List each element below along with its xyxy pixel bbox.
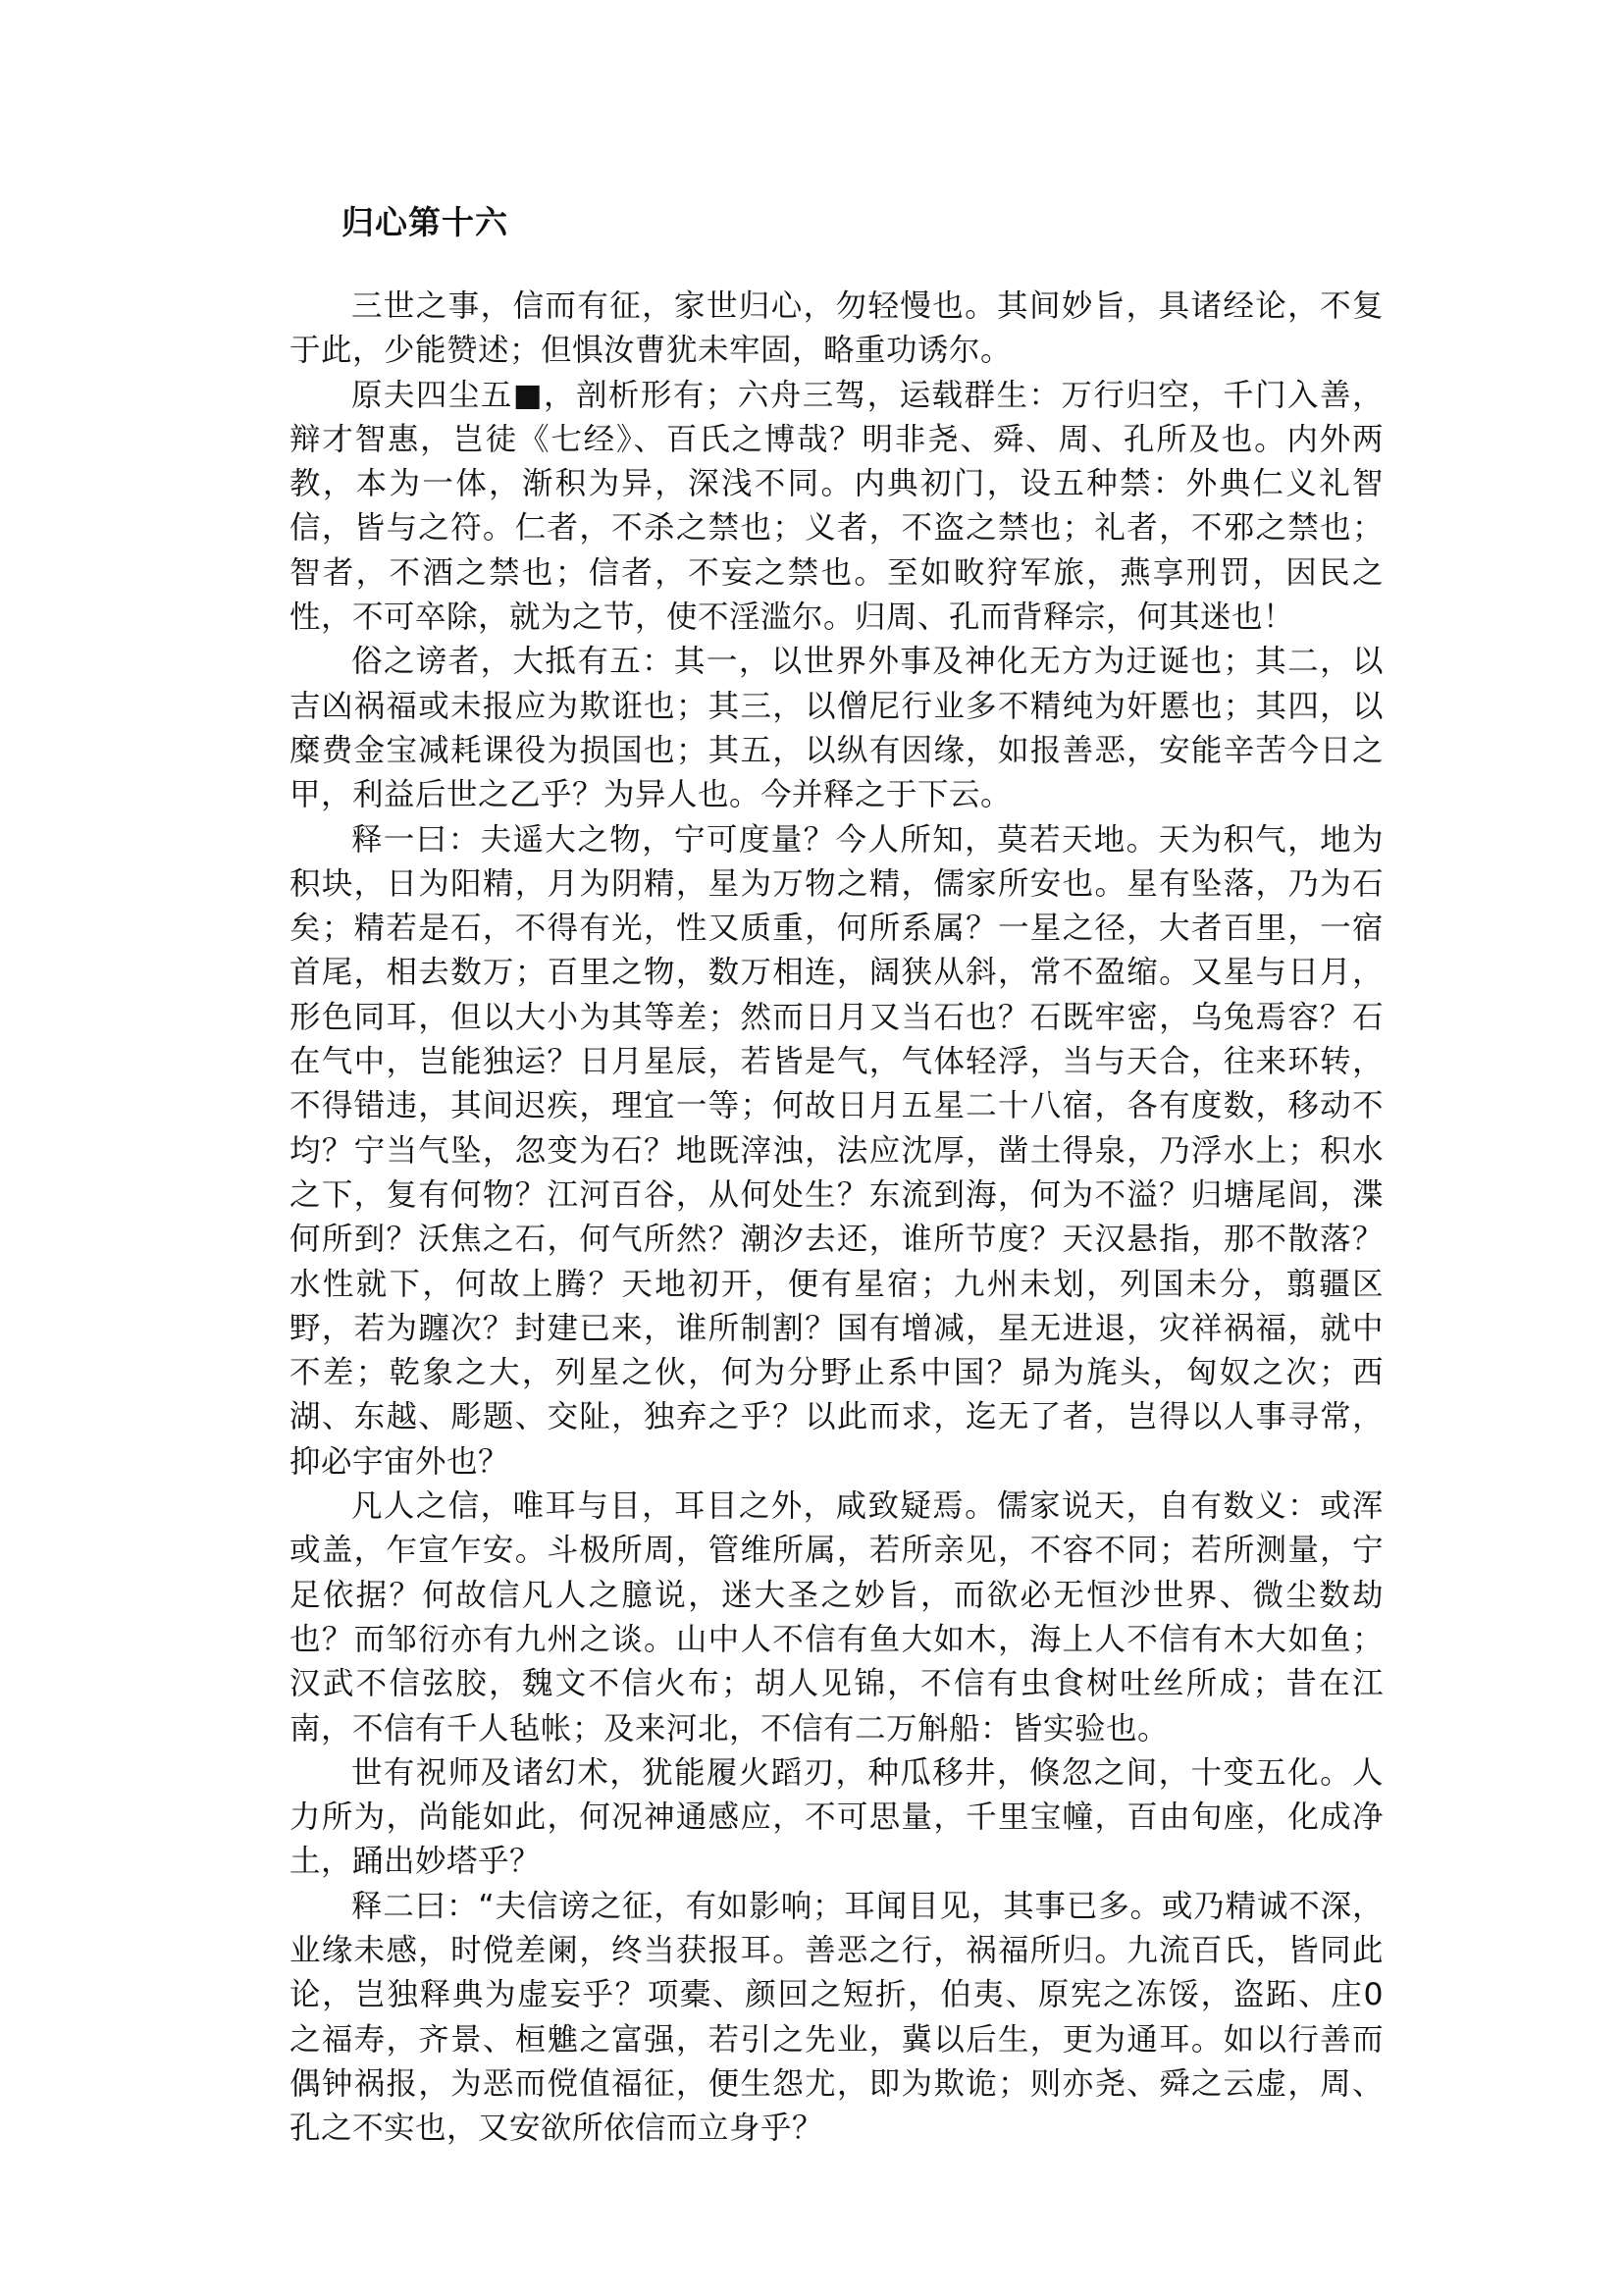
paragraph: 世有祝师及诸幻术，犹能履火蹈刃，种瓜移井，倏忽之间，十变五化。人力所为，尚能如此，何况神通感应，不可思量，千里宝幢，百由旬座，化成净土，踊出妙塔乎？ — [289, 1754, 1384, 1880]
paragraph: 俗之谤者，大抵有五：其一，以世界外事及神化无方为迂诞也；其二，以吉凶祸福或未报应为欺诳也；其三，以僧尼行业多不精纯为奸慝也；其四，以糜费金宝减耗课役为损国也；其五，以纵有因缘，如报善恶，安能辛苦今日之甲，利益后世之乙乎？为异人也。今并释之于下云。 — [289, 644, 1384, 813]
paragraph: 凡人之信，唯耳与目，耳目之外，咸致疑焉。儒家说天，自有数义：或浑或盖，乍宣乍安。斗极所周，管维所属，若所亲见，不容不同；若所测量，宁足依据？何故信凡人之臆说，迷大圣之妙旨，而欲必无恒沙世界、微尘数劫也？而邹衍亦有九州之谈。山中人不信有鱼大如木，海上人不信有木大如鱼；汉武不信弦胶，魏文不信火布；胡人见锦，不信有虫食树吐丝所成；昔在江南，不信有千人毡帐；及来河北，不信有二万斛船：皆实验也。 — [289, 1488, 1384, 1747]
paragraph: 三世之事，信而有征，家世归心，勿轻慢也。其间妙旨，具诸经论，不复于此，少能赞述；但惧汝曹犹未牢固，略重功诱尔。 — [289, 288, 1384, 369]
chapter-heading: 归心第十六 — [341, 203, 508, 241]
body-text — [289, 285, 1384, 2151]
paragraph: 释二曰：“夫信谤之征，有如影响；耳闻目见，其事已多。或乃精诚不深，业缘未感，时傥差阑，终当获报耳。善恶之行，祸福所归。九流百氏，皆同此论，岂独释典为虚妄乎？项橐、颜回之短折，伯夷、原宪之冻馁，盗跖、庄0 之福寿，齐景、桓魋之富强，若引之先业，冀以后生，更为通耳。如以行善而偶钟祸报，为恶而傥值福征，便生怨尤，即为欺诡；则亦尧、舜之云虚，周、孔之不实也，又安欲所依信而立身乎？ — [289, 1888, 1384, 2147]
paragraph: 原夫四尘五■，剖析形有；六舟三驾，运载群生：万行归空，千门入善，辩才智惠，岂徒《七经》、百氏之博哉？明非尧、舜、周、孔所及也。内外两教，本为一体，渐积为异，深浅不同。内典初门，设五种禁：外典仁义礼智信，皆与之符。仁者，不杀之禁也；义者，不盗之禁也；礼者，不邪之禁也；智者，不酒之禁也；信者，不妄之禁也。至如畋狩军旅，燕享刑罚，因民之性，不可卒除，就为之节，使不淫滥尔。归周、孔而背释宗，何其迷也！ — [289, 377, 1384, 636]
paragraph: 释一曰：夫遥大之物，宁可度量？今人所知，莫若天地。天为积气，地为积块，日为阳精，月为阴精，星为万物之精，儒家所安也。星有坠落，乃为石矣；精若是石，不得有光，性又质重，何所系属？一星之径，大者百里，一宿首尾，相去数万；百里之物，数万相连，阔狭从斜，常不盈缩。又星与日月，形色同耳，但以大小为其等差；然而日月又当石也？石既牢密，乌兔焉容？石在气中，岂能独运？日月星辰，若皆是气，气体轻浮，当与天合，往来环转，不得错违，其间迟疾，理宜一等；何故日月五星二十八宿，各有度数，移动不均？宁当气坠，忽变为石？地既滓浊，法应沈厚，凿土得泉，乃浮水上；积水之下，复有何物？江河百谷，从何处生？东流到海，何为不溢？归塘尾闾，渫何所到？沃焦之石，何气所然？潮汐去还，谁所节度？天汉悬指，那不散落？水性就下，何故上腾？天地初开，便有星宿；九州未划，列国未分，翦疆区野，若为躔次？封建已来，谁所制割？国有增减，星无进退，灾祥祸福，就中不差；乾象之大，列星之伙，何为分野止系中国？昴为旄头，匈奴之次；西湖、东越、彫题、交阯，独弃之乎？以此而求，迄无了者，岂得以人事寻常，抑必宇宙外也？ — [289, 821, 1384, 1480]
